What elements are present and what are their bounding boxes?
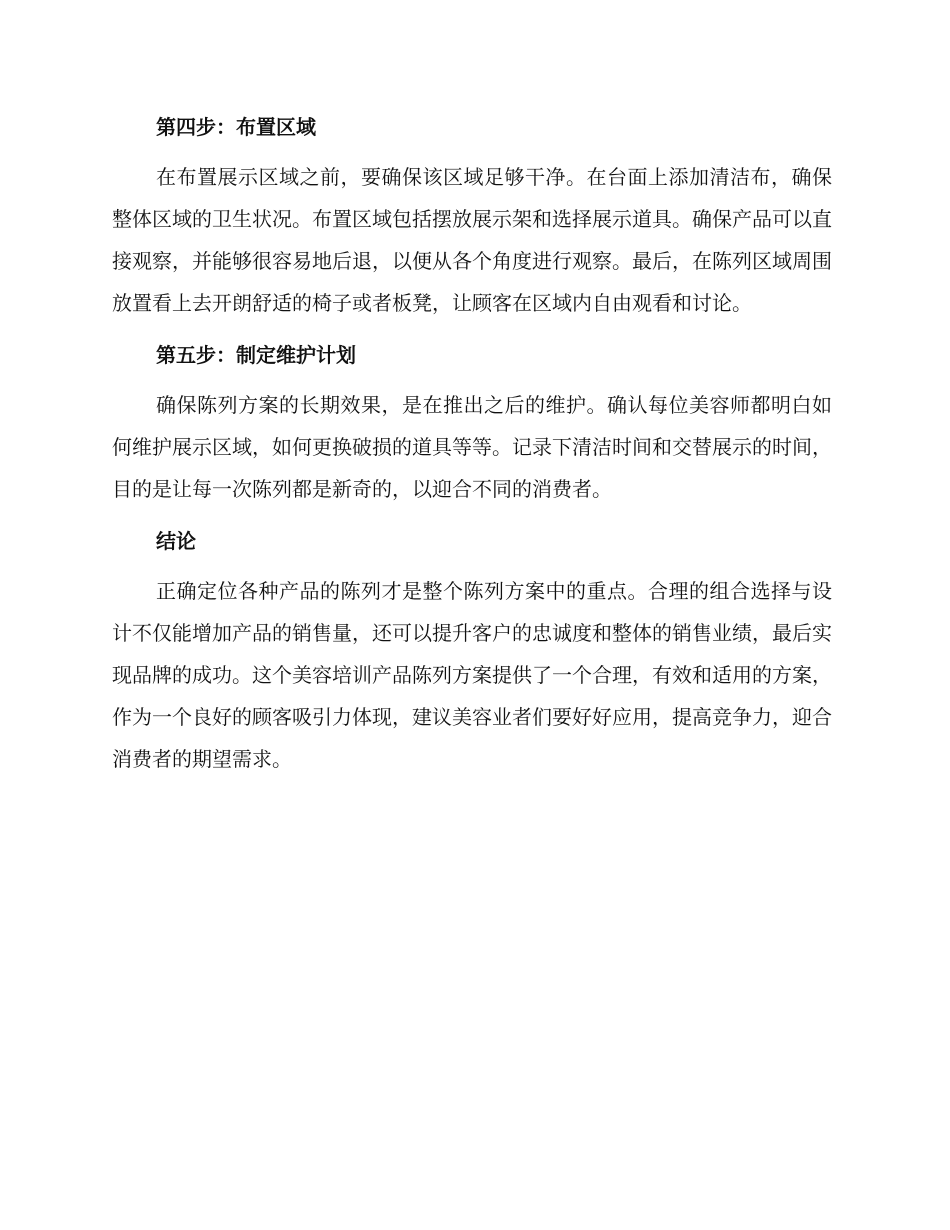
section-step-four [112, 106, 832, 324]
section-heading: 结论 [156, 529, 196, 553]
section-step-five [112, 334, 832, 510]
section-paragraph: 确保陈列方案的长期效果，是在推出之后的维护。确认每位美容师都明白如何维护展示区域，如何更换破损的道具等等。记录下清洁时间和交替展示的时间，目的是让每一次陈列都是新奇的，以迎合不同的消费者。 [112, 393, 832, 501]
section-paragraph: 正确定位各种产品的陈列才是整个陈列方案中的重点。合理的组合选择与设计不仅能增加产品的销售量，还可以提升客户的忠诚度和整体的销售业绩，最后实现品牌的成功。这个美容培训产品陈列方案提供了一个合理，有效和适用的方案，作为一个良好的顾客吸引力体现，建议美容业者们要好好应用，提高竞争力，迎合消费者的期望需求。 [112, 579, 832, 771]
section-conclusion [112, 520, 832, 780]
document-body [112, 106, 832, 790]
section-paragraph: 在布置展示区域之前，要确保该区域足够干净。在台面上添加清洁布，确保整体区域的卫生状况。布置区域包括摆放展示架和选择展示道具。确保产品可以直接观察，并能够很容易地后退，以便从各个角度进行观察。最后，在陈列区域周围放置看上去开朗舒适的椅子或者板凳，让顾客在区域内自由观看和讨论。 [112, 165, 832, 315]
section-heading: 第五步：制定维护计划 [156, 343, 356, 367]
section-heading: 第四步：布置区域 [156, 115, 316, 139]
